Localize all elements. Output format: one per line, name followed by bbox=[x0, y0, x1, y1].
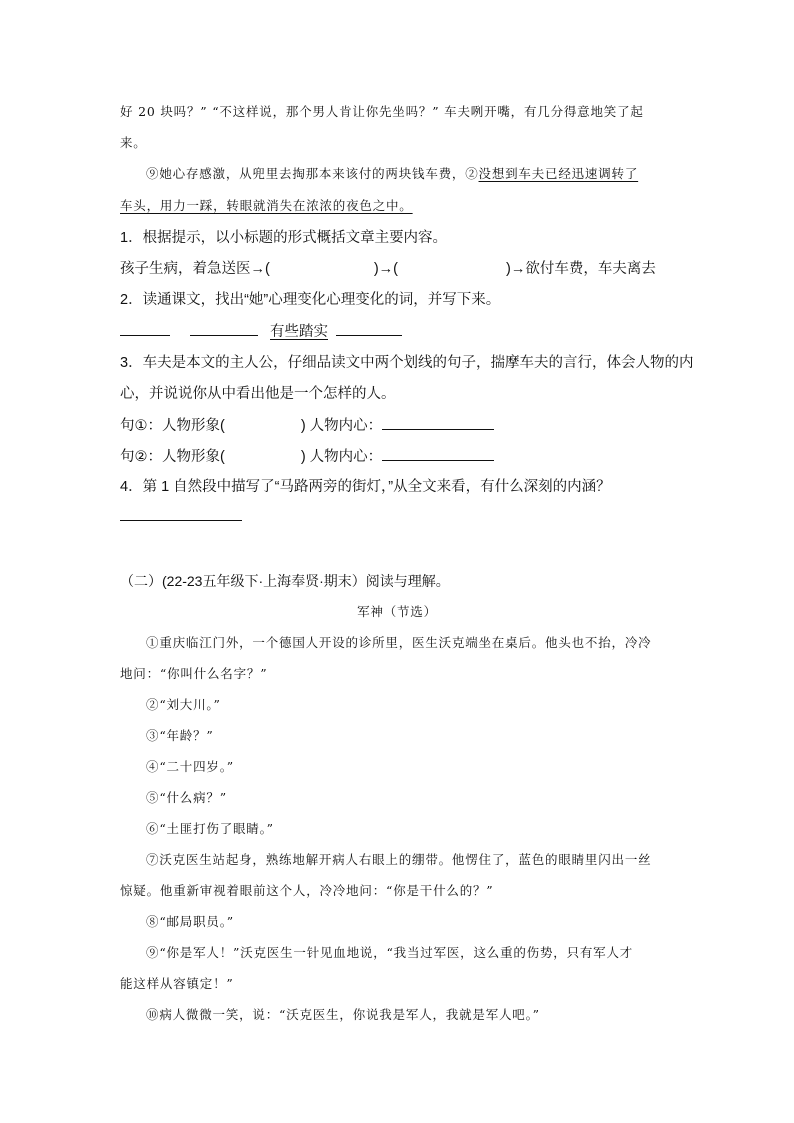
question-1-label bbox=[120, 228, 447, 248]
question-3-row-1 bbox=[120, 415, 494, 436]
passage-paragraph: ⑦沃克医生站起身，熟练地解开病人右眼上的绷带。他愣住了，蓝色的眼睛里闪出一丝 bbox=[146, 852, 652, 867]
question-2-label bbox=[120, 290, 500, 310]
underlined-sentence-2: 没想到车夫已经迅速调转了 bbox=[478, 166, 639, 181]
answer-blank[interactable] bbox=[336, 321, 402, 336]
underlined-sentence-2-cont: 车头，用力一踩，转眼就消失在浓浓的夜色之中。 bbox=[120, 198, 413, 213]
answer-blank[interactable] bbox=[120, 321, 170, 336]
passage-paragraph: ③“年龄？” bbox=[146, 728, 214, 743]
passage-line: 来。 bbox=[120, 135, 147, 150]
passage-paragraph: ④“二十四岁。” bbox=[146, 759, 234, 774]
passage-paragraph: ⑥“土匪打伤了眼睛。” bbox=[146, 821, 274, 836]
passage-paragraph: ②“刘大川。” bbox=[146, 697, 221, 712]
passage-paragraph-9 bbox=[146, 164, 638, 184]
question-3-label-cont: 心，并说说你从中看出他是一个怎样的人。 bbox=[120, 386, 396, 402]
question-4-answer bbox=[120, 506, 242, 527]
question-text: 2．读通课文，找出“她”心理变化心理变化的词，并写下来。 bbox=[120, 292, 501, 308]
passage-paragraph: ⑩病人微微一笑，说：“沃克医生，你说我是军人，我就是军人吧。” bbox=[146, 1007, 540, 1022]
question-text: 1．根据提示，以小标题的形式概括文章主要内容。 bbox=[120, 230, 448, 246]
passage-paragraph: ⑤“什么病？” bbox=[146, 790, 227, 805]
row-prefix: 句①：人物形象( bbox=[120, 418, 225, 434]
question-3-row-2 bbox=[120, 446, 494, 467]
row-mid: ) 人物内心： bbox=[300, 418, 383, 434]
sentence-number: ② bbox=[465, 166, 479, 181]
passage-paragraph: ⑨“你是军人！”沃克医生一针见血地说，“我当过军医，这么重的伤势，只有军人才 bbox=[146, 945, 634, 960]
passage-paragraph-cont: 地问：“你叫什么名字？” bbox=[120, 666, 268, 681]
passage-paragraph: ①重庆临江门外，一个德国人开设的诊所里，医生沃克端坐在桌后。他头也不抬，冷冷 bbox=[146, 635, 652, 650]
question-4-label: 4．第 1 自然段中描写了“马路两旁的街灯，”从全文来看，有什么深刻的内涵？ bbox=[120, 479, 611, 495]
question-1-prompt bbox=[120, 259, 656, 279]
answer-blank[interactable] bbox=[382, 446, 494, 461]
paragraph-number: ⑨ bbox=[146, 166, 160, 181]
answer-blank[interactable] bbox=[382, 415, 494, 430]
row-mid: ) 人物内心： bbox=[300, 449, 383, 465]
paragraph-text: 她心存感激，从兜里去掏那本来该付的两块钱车费， bbox=[159, 166, 466, 181]
answer-blank[interactable] bbox=[120, 506, 242, 521]
answer-blank[interactable] bbox=[190, 321, 258, 336]
passage-paragraph-cont: 能这样从容镇定！” bbox=[120, 976, 234, 991]
passage-title: 军神（节选） bbox=[357, 604, 437, 619]
row-prefix: 句②：人物形象( bbox=[120, 449, 225, 465]
passage-line bbox=[120, 196, 413, 216]
prompt-start: 孩子生病，着急送医→( bbox=[120, 261, 270, 277]
prompt-end: )→欲付车费，车夫离去 bbox=[506, 261, 656, 277]
passage-paragraph: ⑧“邮局职员。” bbox=[146, 914, 234, 929]
passage-line: 好 20 块吗？” “不这样说，那个男人肯让你先坐吗？” 车夫咧开嘴，有几分得意地笑了起 bbox=[120, 104, 644, 119]
prompt-mid: )→( bbox=[373, 261, 398, 277]
passage-paragraph-cont: 惊疑。他重新审视着眼前这个人，冷冷地问：“你是干什么的？” bbox=[120, 883, 494, 898]
question-2-answers bbox=[120, 321, 402, 342]
section-2-heading: （二）(22-23五年级下·上海奉贤·期末）阅读与理解。 bbox=[120, 573, 450, 589]
given-word: 有些踏实 bbox=[270, 324, 328, 340]
question-3-label: 3．车夫是本文的主人公，仔细品读文中两个划线的句子，揣摩车夫的言行，体会人物的内 bbox=[120, 355, 694, 371]
